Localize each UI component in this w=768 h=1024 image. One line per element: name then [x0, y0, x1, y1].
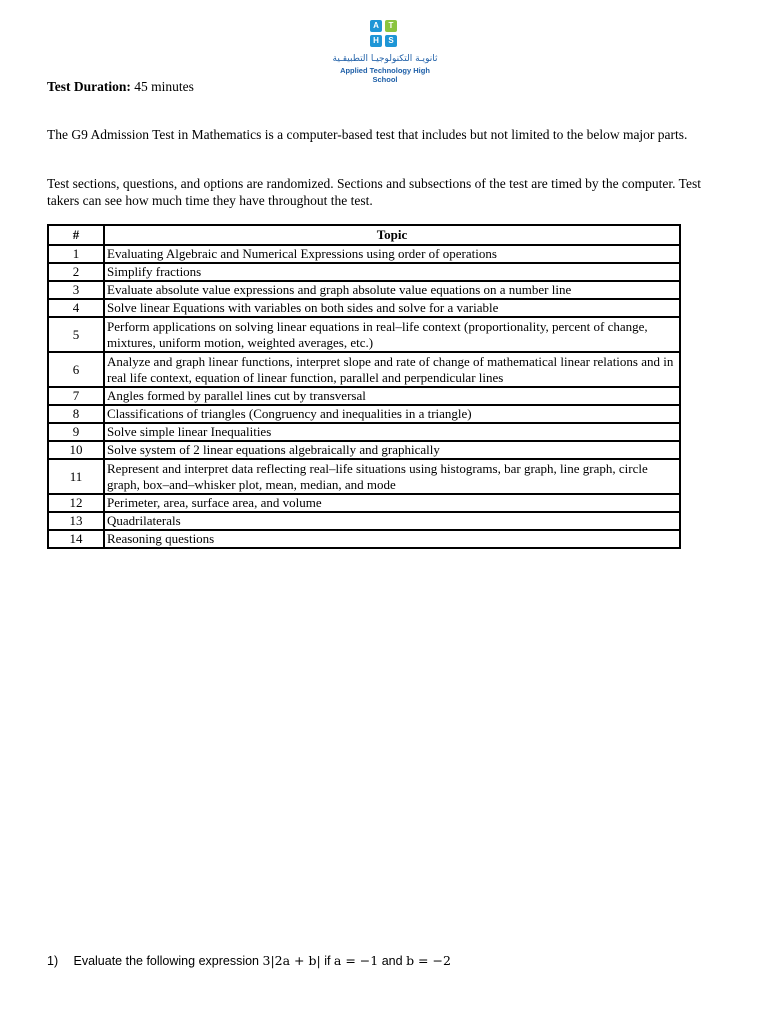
row-number: 4 — [48, 299, 104, 317]
row-topic: Analyze and graph linear functions, interpret slope and rate of change of mathematical linear relations and in real life context, equation of linear function, parallel and perpendicular lines — [104, 352, 680, 387]
row-number: 7 — [48, 387, 104, 405]
row-topic: Simplify fractions — [104, 263, 680, 281]
row-topic: Reasoning questions — [104, 530, 680, 548]
row-number: 1 — [48, 245, 104, 263]
question-condition-b: b = −2 — [406, 953, 451, 968]
table-row — [48, 352, 680, 387]
question-text: Evaluate the following expression — [73, 954, 260, 968]
logo-letter-s: S — [385, 35, 397, 47]
row-topic: Solve simple linear Inequalities — [104, 423, 680, 441]
logo-letter-a: A — [370, 20, 382, 32]
test-duration — [47, 79, 194, 95]
table-row — [48, 512, 680, 530]
header-number: # — [48, 225, 104, 245]
table-row — [48, 281, 680, 299]
row-number: 6 — [48, 352, 104, 387]
table-row — [48, 423, 680, 441]
table-header-row — [48, 225, 680, 245]
topics-table — [47, 224, 681, 549]
row-number: 3 — [48, 281, 104, 299]
row-topic: Solve system of 2 linear equations algebraically and graphically — [104, 441, 680, 459]
school-logo — [330, 16, 440, 84]
row-topic: Angles formed by parallel lines cut by transversal — [104, 387, 680, 405]
row-number: 9 — [48, 423, 104, 441]
table-row — [48, 387, 680, 405]
row-number: 14 — [48, 530, 104, 548]
question-expression: 3|2a + b| — [262, 953, 321, 968]
logo-arabic-name: ثانويـة التكنولوجيـا التطبيقـية — [332, 54, 438, 64]
row-topic: Quadrilaterals — [104, 512, 680, 530]
logo-letter-t: T — [385, 20, 397, 32]
table-row — [48, 459, 680, 494]
table-row — [48, 263, 680, 281]
test-duration-label: Test Duration: — [47, 79, 131, 94]
question-1 — [47, 953, 451, 968]
logo-mark — [364, 16, 404, 56]
table-row — [48, 441, 680, 459]
table-row — [48, 245, 680, 263]
row-number: 13 — [48, 512, 104, 530]
row-topic: Perform applications on solving linear equations in real–life context (proportionality, percent of change, mixtures, uniform motion, weighted averages, etc.) — [104, 317, 680, 352]
intro-paragraph: The G9 Admission Test in Mathematics is a computer-based test that includes but not limited to the below major parts. — [47, 127, 688, 142]
row-topic: Evaluating Algebraic and Numerical Expressions using order of operations — [104, 245, 680, 263]
row-number: 11 — [48, 459, 104, 494]
question-if: if — [324, 954, 331, 968]
logo-english-name: Applied Technology High School — [340, 66, 430, 84]
table-row — [48, 494, 680, 512]
row-topic: Represent and interpret data reflecting real–life situations using histograms, bar graph, line graph, circle graph, box–and–whisker plot, mean, median, and mode — [104, 459, 680, 494]
question-number: 1) — [47, 954, 59, 968]
logo-letter-h: H — [370, 35, 382, 47]
table-row — [48, 299, 680, 317]
table-row — [48, 530, 680, 548]
table-row — [48, 405, 680, 423]
question-and: and — [381, 954, 403, 968]
header-topic: Topic — [104, 225, 680, 245]
table-row — [48, 317, 680, 352]
row-number: 5 — [48, 317, 104, 352]
question-condition-a: a = −1 — [333, 953, 379, 968]
row-number: 10 — [48, 441, 104, 459]
row-number: 12 — [48, 494, 104, 512]
row-topic: Perimeter, area, surface area, and volume — [104, 494, 680, 512]
row-number: 2 — [48, 263, 104, 281]
row-topic: Classifications of triangles (Congruency and inequalities in a triangle) — [104, 405, 680, 423]
row-topic: Evaluate absolute value expressions and graph absolute value equations on a number line — [104, 281, 680, 299]
row-number: 8 — [48, 405, 104, 423]
rules-paragraph: Test sections, questions, and options are randomized. Sections and subsections of the test are timed by the computer. Test takers can see how much time they have throughout the test. — [47, 176, 701, 208]
row-topic: Solve linear Equations with variables on both sides and solve for a variable — [104, 299, 680, 317]
test-duration-value: 45 minutes — [134, 79, 194, 94]
